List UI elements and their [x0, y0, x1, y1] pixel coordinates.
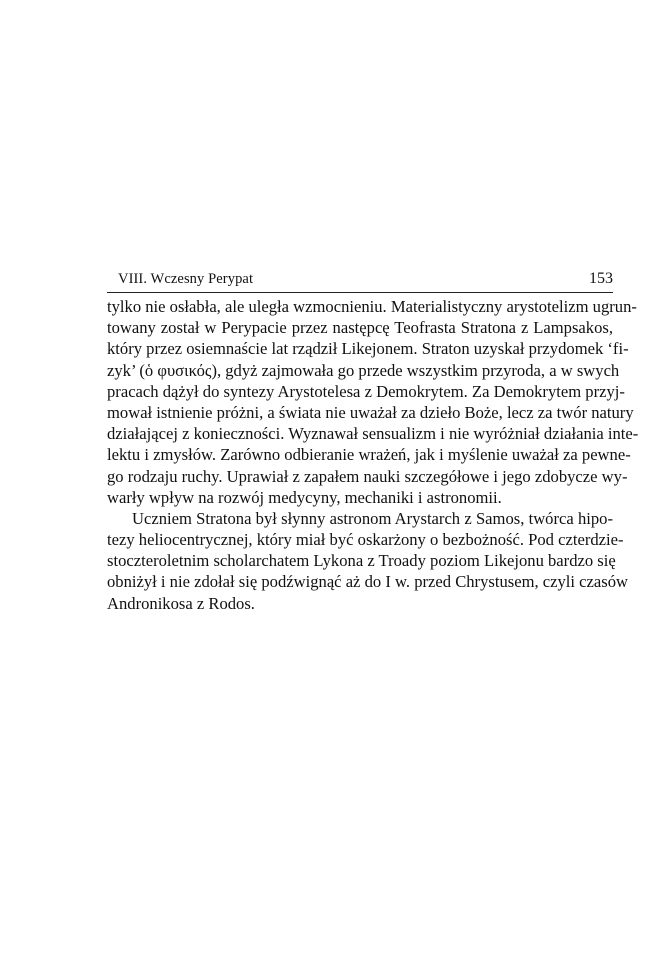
text-line: towany został w Perypacie przez następcę Teofrasta Stratona z Lampsakos, [107, 318, 613, 338]
text-line: lektu i zmysłów. Zarówno odbieranie wrażeń, jak i myślenie uważał za pewne- [107, 445, 631, 465]
text-line: Uczniem Stratona był słynny astronom Arystarch z Samos, twórca hipo- [132, 508, 613, 528]
text-line: warły wpływ na rozwój medycyny, mechaniki i astronomii. [107, 487, 502, 507]
text-line: który przez osiemnaście lat rządził Likejonem. Straton uzyskał przydomek ‘fi- [107, 339, 629, 359]
text-line: tylko nie osłabła, ale uległa wzmocnieniu. Materialistyczny arystotelizm ugrun- [107, 297, 637, 316]
running-title: VIII. Wczesny Perypat [118, 271, 254, 287]
main-text [107, 296, 639, 614]
running-head [107, 269, 613, 291]
text-line: działającej z konieczności. Wyznawał sensualizm i nie wyróżniał działania inte- [107, 424, 639, 444]
header-rule [107, 292, 613, 293]
text-line: go rodzaju ruchy. Uprawiał z zapałem nauki szczegółowe i jego zdobycze wy- [107, 466, 628, 486]
text-line: zyk’ (ὁ φυσικός), gdyż zajmowała go przede wszystkim przyroda, a w swych [107, 360, 620, 380]
text-line: obniżył i nie zdołał się podźwignąć aż do I w. przed Chrystusem, czyli czasów [107, 572, 629, 592]
text-line: Andronikosa z Rodos. [107, 593, 255, 613]
text-line: pracach dążył do syntezy Arystotelesa z Demokrytem. Za Demokrytem przyj- [107, 381, 625, 401]
text-line: stoczteroletnim scholarchatem Lykona z Troady poziom Likejonu bardzo się [107, 551, 616, 571]
paragraph-2 [107, 508, 629, 614]
page-number: 153 [589, 270, 613, 287]
text-line: tezy heliocentrycznej, który miał być oskarżony o bezbożność. Pod czterdzie- [107, 530, 624, 550]
paragraph-1 [107, 296, 639, 508]
text-line: mował istnienie próżni, a świata nie uważał za dzieło Boże, lecz za twór natury [107, 402, 634, 422]
